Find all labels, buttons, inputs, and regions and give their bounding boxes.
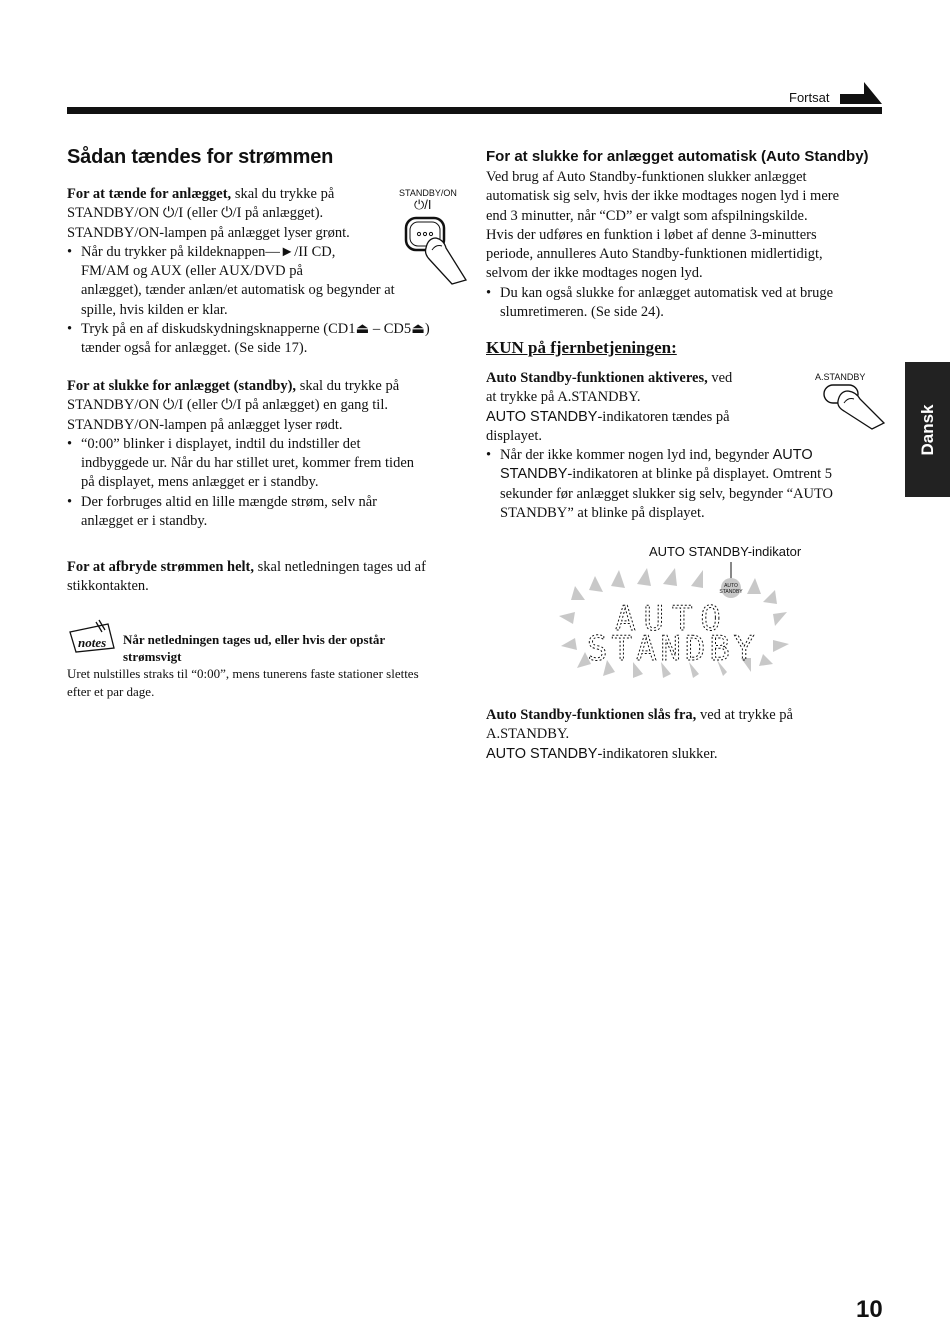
list-item (67, 243, 467, 320)
list-item-text: tænder også for anlægget. (Se side 17). (81, 340, 308, 357)
notes-icon (68, 618, 118, 654)
auto-standby-section (486, 168, 881, 322)
list-item-text: Når der ikke kommer nogen lyd ind, begynder (500, 447, 773, 464)
power-on-text: STANDBY/ON-lampen på anlægget lyser grønt. (67, 224, 350, 241)
continue-arrow-icon (840, 82, 884, 106)
power-off-section (67, 558, 467, 597)
note-heading-text: strømsvigt (123, 649, 182, 664)
list-item-text: • Tryk på en af diskudskydningsknapperne (CD1⏏ – CD5⏏) (81, 321, 430, 338)
list-item-text: FM/AM og AUX (eller AUX/DVD på (81, 263, 303, 280)
indicator-name: AUTO STANDBY (486, 745, 598, 762)
paragraph-line: at trykke på A.STANDBY. (486, 389, 641, 406)
standby-text: skal du trykke på (296, 378, 400, 394)
remote-only-heading: KUN på fjernbetjeningen: (486, 338, 677, 357)
power-on-text: skal du trykke på (231, 186, 335, 202)
standby-heading: For at slukke for anlægget (standby), (67, 378, 297, 394)
section-title: Sådan tændes for strømmen (67, 146, 334, 168)
svg-text:STANDBY: STANDBY (587, 629, 759, 669)
standby-text: STANDBY/ON-lampen på anlægget lyser rødt. (67, 416, 343, 433)
paragraph-line: end 3 minutter, når “CD” er valgt som afspilningskilde. (486, 207, 808, 224)
language-tab-label: Dansk (917, 403, 937, 456)
note-heading (123, 631, 453, 665)
header-rule (67, 107, 882, 114)
note-text: efter et par dage. (67, 684, 155, 699)
power-on-heading: For at tænde for anlægget, (67, 186, 232, 202)
power-off-text: skal netledningen tages ud af (254, 559, 426, 575)
list-item-text: anlægget), tænder anlæn/et automatisk og begynder at (81, 282, 395, 299)
remote-section (486, 369, 881, 523)
list-item-text: -indikatoren at blinke på displayet. Omtrent 5 (567, 466, 832, 483)
list-item (67, 493, 467, 532)
standby-text: STANDBY/ON ⏻/I (eller ⏻/I på anlægget) en gang til. (67, 397, 388, 414)
indicator-name: STANDBY (500, 466, 568, 483)
auto-standby-heading: For at slukke for anlægget automatisk (Auto Standby) (486, 148, 869, 165)
note-body (67, 665, 467, 701)
list-item-text: spille, hvis kilden er klar. (81, 301, 228, 318)
svg-text:notes: notes (78, 635, 107, 650)
paragraph-line: ved (707, 370, 733, 386)
indicator-caption: AUTO STANDBY-indikator (649, 544, 802, 559)
power-symbol: ⏻/I (414, 197, 432, 212)
note-heading-text: Når netledningen tages ud, eller hvis der opstår (123, 632, 386, 647)
paragraph-line: Ved brug af Auto Standby-funktionen slukker anlægget (486, 169, 807, 185)
auto-standby-off-section (486, 706, 881, 764)
list-item-text: • “0:00” blinker i displayet, indtil du indstiller det (81, 435, 361, 452)
standby-display-illustration (555, 560, 795, 680)
list-item (486, 446, 881, 523)
note-text: Uret nulstilles straks til “0:00”, mens tunerens faste stationer slettes (67, 666, 419, 681)
list-item-text: • Der forbruges altid en lille mængde strøm, selv når (81, 493, 377, 510)
list-item-text: • Du kan også slukke for anlægget automatisk ved at bruge (500, 284, 834, 301)
language-tab (905, 362, 950, 497)
power-off-heading: For at afbryde strømmen helt, (67, 559, 254, 575)
list-item-text: • Når du trykker på kildeknappen—►/II CD, (81, 243, 336, 260)
paragraph-line: Hvis der udføres en funktion i løbet af denne 3-minutters (486, 226, 817, 243)
paragraph-line: periode, annulleres Auto Standby-funktionen midlertidigt, (486, 246, 823, 263)
standby-button-label: STANDBY/ON (399, 188, 457, 198)
list-item (67, 320, 467, 359)
page-number: 10 (856, 1296, 883, 1323)
astandby-button-label: A.STANDBY (815, 372, 866, 382)
list-item-text: slumretimeren. (Se side 24). (500, 304, 664, 321)
list-item (67, 435, 467, 493)
power-off-text: stikkontakten. (67, 578, 149, 595)
indicator-name: AUTO STANDBY (486, 408, 598, 425)
paragraph-line: ved at trykke på (696, 707, 793, 723)
auto-standby-on-heading: Auto Standby-funktionen aktiveres, (486, 370, 708, 386)
standby-section (67, 377, 467, 531)
power-on-text: STANDBY/ON ⏻/I (eller ⏻/I på anlægget). (67, 205, 324, 222)
list-item (486, 284, 881, 323)
svg-text:AUTO: AUTO (724, 583, 738, 589)
list-item-text: anlægget er i standby. (81, 513, 208, 530)
auto-standby-off-heading: Auto Standby-funktionen slås fra, (486, 707, 697, 723)
continued-label: Fortsat (789, 90, 830, 105)
power-on-section (67, 185, 467, 359)
indicator-name: AUTO (772, 447, 813, 464)
paragraph-line: selvom der ikke modtages nogen lyd. (486, 265, 703, 282)
list-item-text: indbyggede ur. Når du har stillet uret, kommer frem tiden (81, 455, 415, 472)
paragraph-line: A.STANDBY. (486, 726, 570, 743)
paragraph-line: automatisk sig selv, hvis der ikke modtages nogen lyd i mere (486, 188, 840, 205)
list-item-text: STANDBY” at blinke på displayet. (500, 505, 705, 522)
list-item-text: på displayet, mens anlægget er i standby. (81, 474, 319, 491)
paragraph-line: displayet. (486, 427, 542, 444)
list-item-text: sekunder før anlægget slukker sig selv, begynder “AUTO (500, 485, 834, 502)
svg-text:AUTO: AUTO (615, 599, 729, 639)
svg-text:STANDBY: STANDBY (719, 589, 743, 595)
paragraph-line: -indikatoren tændes på (597, 408, 730, 425)
paragraph-line: -indikatoren slukker. (597, 745, 718, 762)
